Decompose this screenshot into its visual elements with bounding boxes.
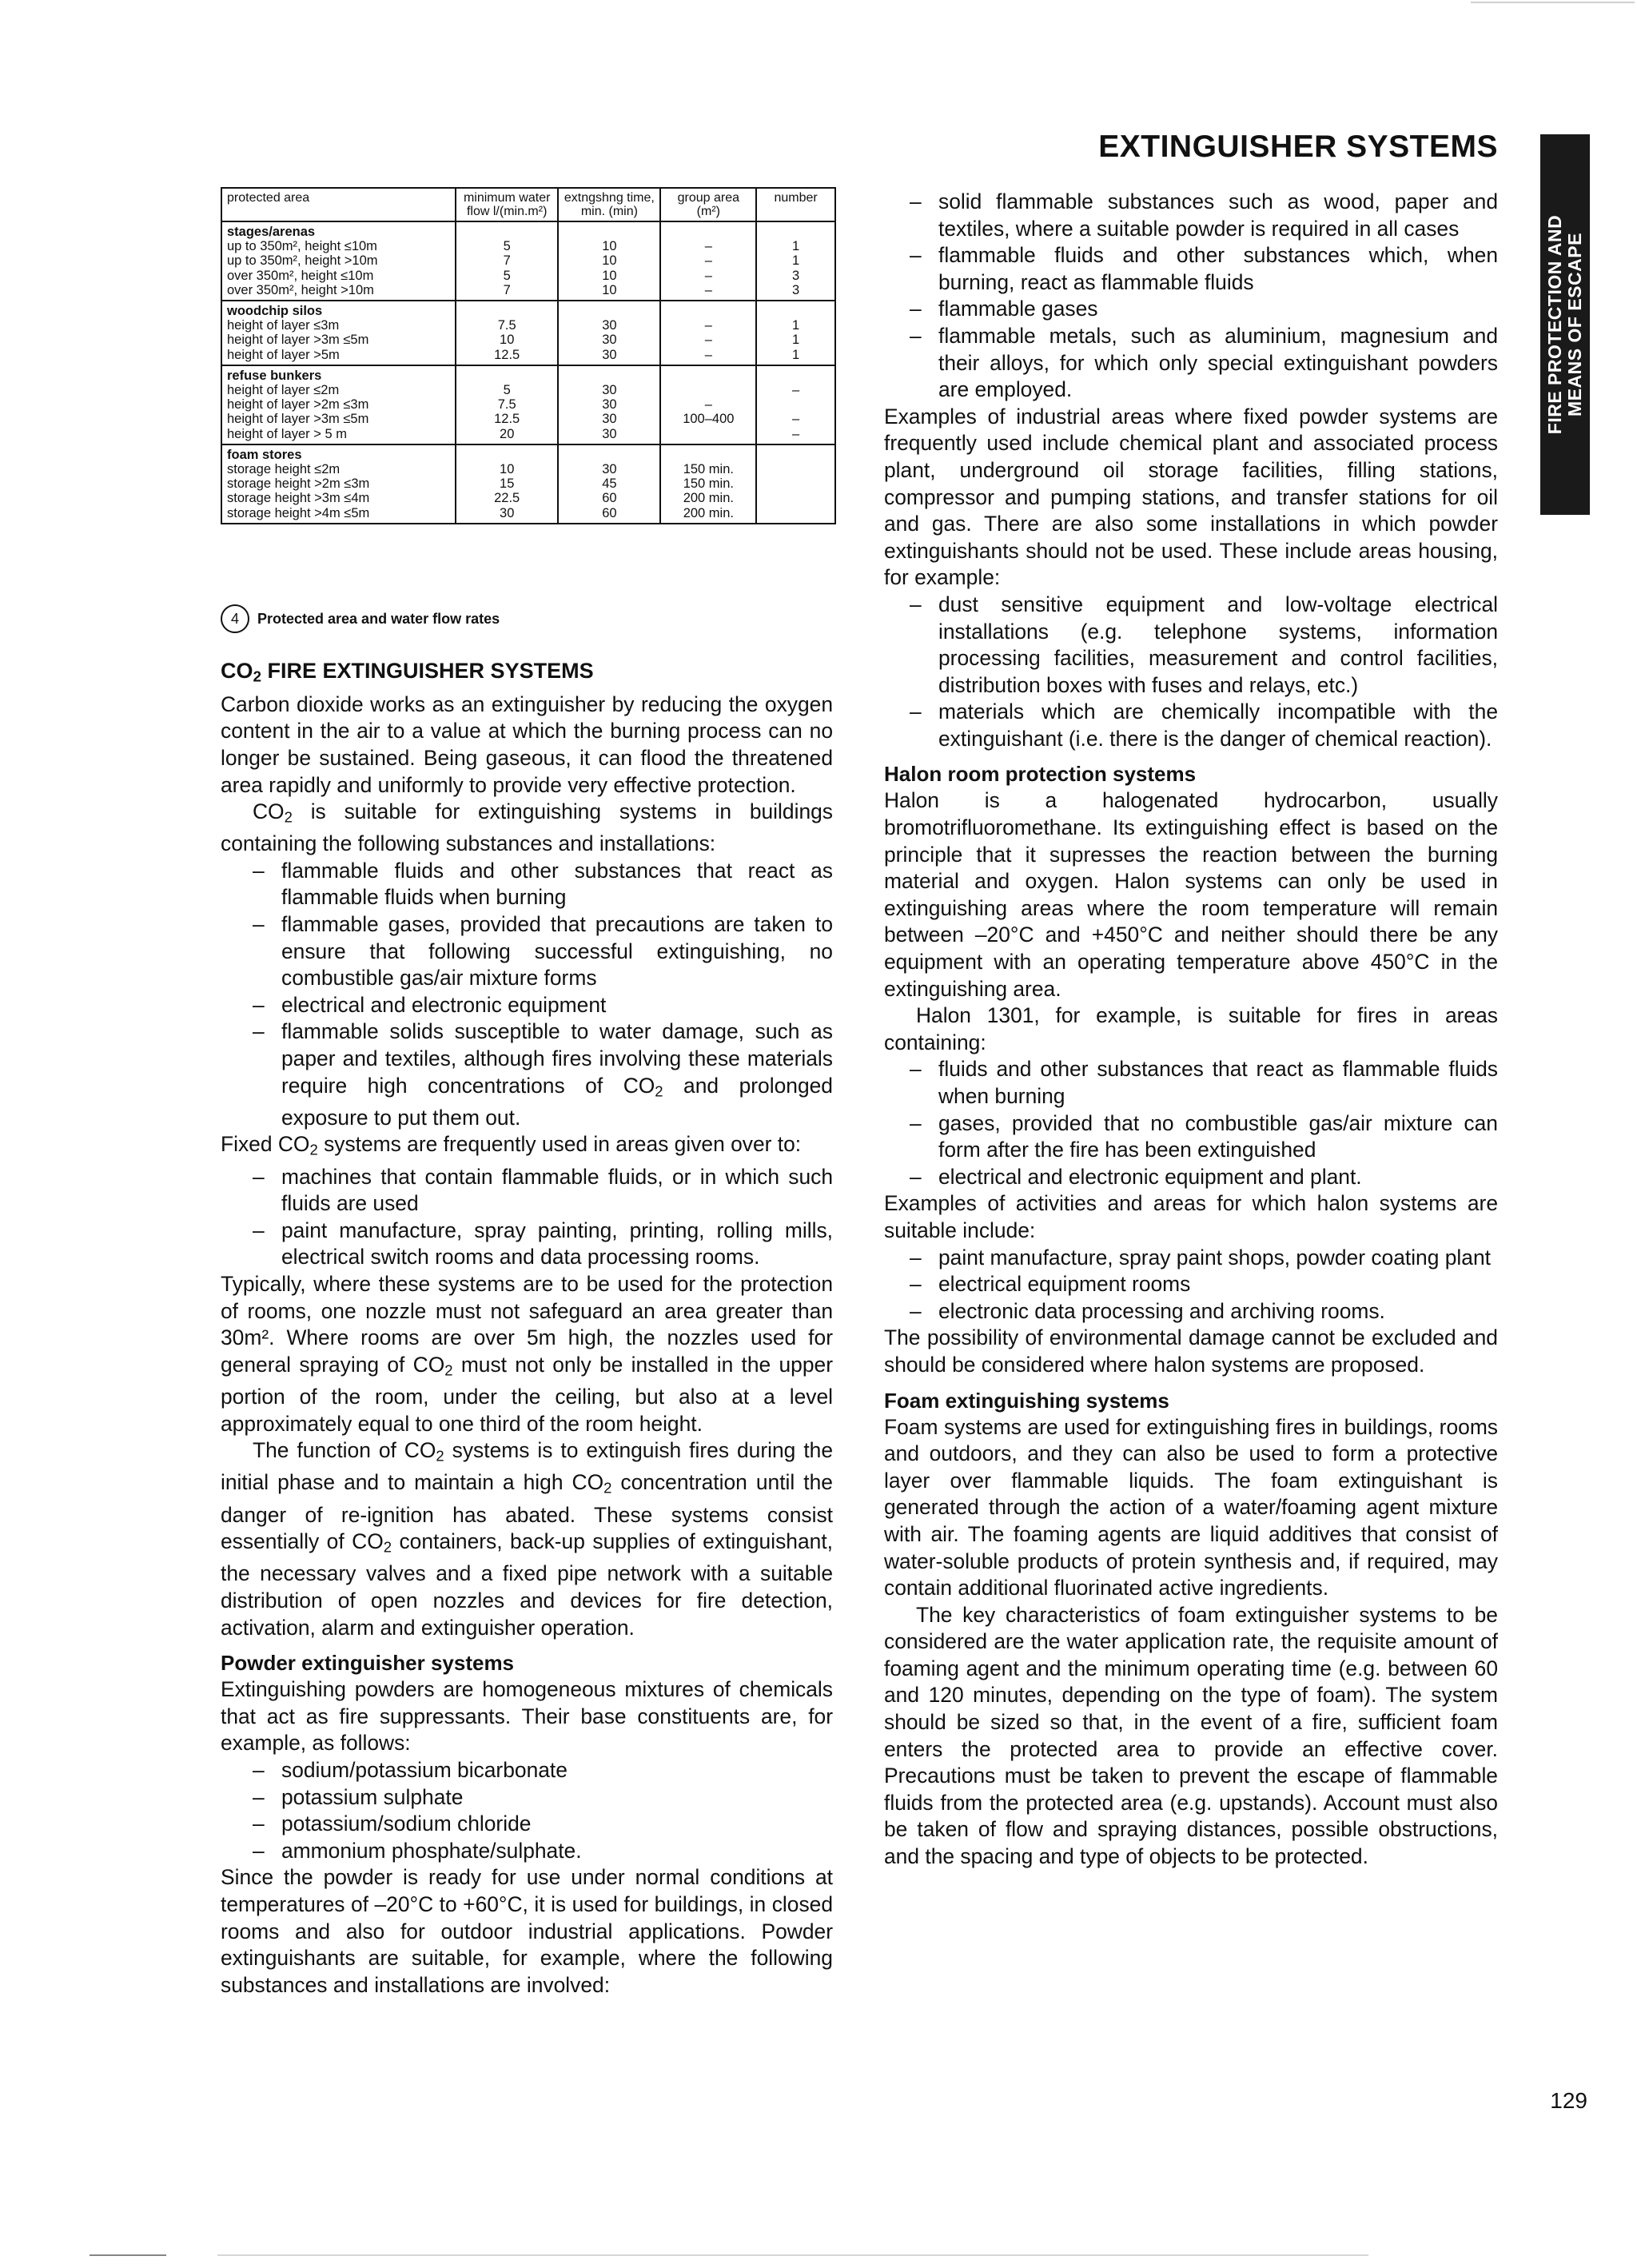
table-cell	[660, 221, 756, 301]
figure-caption	[221, 604, 500, 633]
list-item: – sodium/potassium bicarbonate	[221, 1757, 833, 1784]
table-cell	[558, 444, 660, 524]
table-cell-value: 150 min.	[683, 476, 734, 492]
column-header: number	[756, 188, 835, 221]
table-cell-value: 30	[602, 333, 617, 348]
table-cell-value: 100–400	[683, 412, 735, 427]
list-item: – paint manufacture, spray painting, printing, rolling mills, electrical switch rooms and data processing rooms.	[221, 1218, 833, 1271]
table-cell-value: height of layer ≤2m	[227, 383, 340, 398]
list-item: – ammonium phosphate/sulphate.	[221, 1838, 833, 1865]
table-cell	[558, 301, 660, 365]
table-cell-value: –	[792, 383, 800, 398]
halon-environment-paragraph: The possibility of environmental damage cannot be excluded and should be considered where halon systems are proposed.	[884, 1325, 1498, 1377]
halon-heading: Halon room protection systems	[884, 762, 1197, 787]
table-cell-value: 1	[792, 253, 800, 269]
table-cell-value: 7	[503, 253, 511, 269]
table-cell-value: 10	[602, 239, 617, 254]
fixed-co2-list	[221, 1164, 833, 1271]
co2-substances-list	[221, 858, 833, 1132]
table-cell-value: –	[792, 412, 800, 427]
table-cell-value: –	[704, 347, 712, 362]
table-cell-value: height of layer >3m ≤5m	[227, 333, 369, 348]
table-cell-value: 5	[503, 268, 511, 283]
list-item: – electrical and electronic equipment	[221, 992, 833, 1019]
halon-examples-list	[884, 1245, 1498, 1325]
table-cell-value: 7.5	[497, 318, 516, 333]
table-cell-value	[762, 397, 830, 412]
table-cell-value: 10	[602, 282, 617, 297]
table-row	[221, 301, 835, 365]
table-cell-value: 5	[503, 239, 511, 254]
powder-constituents-list	[221, 1757, 833, 1864]
table-cell	[756, 301, 835, 365]
halon-1301-paragraph: Halon 1301, for example, is suitable for fires in areas containing:	[884, 1003, 1498, 1054]
table-cell-value: 45	[602, 476, 617, 492]
table-cell-value: 200 min.	[683, 505, 734, 520]
section-side-tab	[1540, 134, 1590, 515]
table-cell-value: 30	[602, 383, 617, 398]
powder-examples-paragraph: Examples of industrial areas where fixed powder systems are frequently used include chemical plant and associated process plant, underground oil storage facilities, filling stations, compressor and pumping stations, and transfer stations for oil and gas. There are also some installations in which powder extinguishants should not be used. These include areas housing, for example:	[884, 404, 1498, 590]
list-item: – flammable solids susceptible to water damage, such as paper and textiles, although fires involving these materials require high concentrations of $CO_2$ and prolonged exposure to put them out.	[221, 1018, 833, 1131]
table-cell-value: 60	[602, 505, 617, 520]
table-cell-value: up to 350m², height ≤10m	[227, 239, 377, 254]
table-cell-value: 3	[792, 268, 800, 283]
table-cell-area	[221, 444, 456, 524]
foam-characteristics-paragraph: The key characteristics of foam extinguisher systems to be considered are the water application rate, the requisite amount of foaming agent and the minimum operating time (e.g. between 60 and 120 minutes, depending on the type of foam). The system should be sized so that, in the event of a fire, sufficient foam enters the protected area to provide an effective cover. Precautions must be taken to prevent the escape of flammable fluids from the protected area (e.g. upstands). Account must also be taken of flow and spraying distances, possible obstructions, and the spacing and type of objects to be protected.	[884, 1602, 1498, 1869]
table-cell-value: 10	[500, 462, 515, 477]
co2-heading: $CO_2$ FIRE EXTINGUISHER SYSTEMS	[221, 659, 594, 686]
powder-substances-list	[884, 189, 1498, 404]
table-cell-value: 22.5	[494, 491, 520, 506]
table-cell-value: 10	[500, 333, 515, 348]
side-tab-line-1: FIRE PROTECTION AND	[1544, 214, 1565, 435]
halon-paragraph: Halon is a halogenated hydrocarbon, usually bromotrifluoromethane. Its extinguishing effect is based on the principle that it supresses the reaction between the burning material and oxygen. Halon systems can only be used in extinguishing areas where the room temperature will remain between –20°C and +450°C and neither should there be any equipment with an operating temperature above 450°C in the extinguishing area.	[884, 788, 1498, 1001]
table-cell-value: –	[704, 397, 712, 413]
table-cell-value: storage height >3m ≤4m	[227, 491, 370, 506]
table-cell	[660, 365, 756, 444]
table-cell	[456, 301, 558, 365]
table-cell	[558, 221, 660, 301]
table-cell-value: height of layer > 5 m	[227, 426, 347, 441]
table-cell-value: –	[704, 282, 712, 297]
table-cell	[660, 301, 756, 365]
co2-function-paragraph: The function of $CO_2$ systems is to extinguish fires during the initial phase and to maintain a high $CO_2$ concentration until the danger of re-ignition has abated. These systems consist essentially of $CO_2$ containers, back-up supplies of extinguishant, the necessary valves and a fixed pipe network with a suitable distribution of open nozzles and devices for fire detection, activation, alarm and extinguisher operation.	[221, 1438, 834, 1640]
table-cell	[756, 444, 835, 524]
table-cell-value: 30	[602, 397, 617, 413]
table-cell-value: –	[704, 239, 712, 254]
table-cell	[456, 221, 558, 301]
table-group-name: woodchip silos	[227, 304, 323, 319]
halon-areas-list	[884, 1056, 1498, 1190]
table-cell-value	[666, 427, 751, 441]
table-cell-value: 10	[602, 268, 617, 283]
list-item: – machines that contain flammable fluids, or in which such fluids are used	[221, 1164, 833, 1218]
table-cell-value: storage height ≤2m	[227, 462, 341, 477]
table-cell-value	[762, 476, 830, 491]
table-cell-value: over 350m², height ≤10m	[227, 268, 374, 283]
table-cell-value: 1	[792, 239, 800, 254]
column-header: group area (m²)	[660, 188, 756, 221]
table-cell-value: 7.5	[497, 397, 516, 413]
table-header-row	[221, 188, 835, 221]
co2-paragraph: Carbon dioxide works as an extinguisher by reducing the oxygen content in the air to a value at which the burning process can no longer be sustained. Being gaseous, it can flood the threatened area rapidly and uniformly to provide very effective protection.	[221, 692, 833, 797]
table-cell-value: 30	[602, 462, 617, 477]
figure-caption-text: Protected area and water flow rates	[257, 610, 500, 627]
table-cell-area	[221, 301, 456, 365]
table-cell-value: 1	[792, 318, 800, 333]
list-item: – electrical equipment rooms	[884, 1271, 1498, 1298]
table-cell-value: 30	[602, 318, 617, 333]
table-cell-value: 30	[602, 426, 617, 441]
nozzle-paragraph: Typically, where these systems are to be used for the protection of rooms, one nozzle must not safeguard an area greater than 30m². Where rooms are over 5m high, the nozzles used for general spraying of $CO_2$ must not only be installed in the upper portion of the room, under the ceiling, but also at a level approximately equal to one third of the room height.	[221, 1272, 833, 1436]
table-row	[221, 365, 835, 444]
list-item: – dust sensitive equipment and low-voltage electrical installations (e.g. telephone systems, information processing facilities, measurement and control facilities, distribution boxes with fuses and relays, etc.)	[884, 592, 1498, 699]
table-cell-value: –	[792, 426, 800, 441]
list-item: – potassium sulphate	[221, 1784, 833, 1812]
list-item: – paint manufacture, spray paint shops, powder coating plant	[884, 1245, 1498, 1272]
table-cell-value	[762, 462, 830, 476]
list-item: – fluids and other substances that react as flammable fluids when burning	[884, 1056, 1498, 1110]
table-cell	[756, 221, 835, 301]
table-row	[221, 221, 835, 301]
table-cell-value: storage height >4m ≤5m	[227, 505, 370, 520]
table-cell-value: 30	[500, 505, 515, 520]
foam-paragraph: Foam systems are used for extinguishing fires in buildings, rooms and outdoors, and they can also be used to form a protective layer over flammable liquids. The foam extinguishant is generated through the action of a water/foaming agent mixture with air. The foaming agents are liquid additives that consist of water-soluble products of protein synthesis and, if required, may contain additional fluorinated active ingredients.	[884, 1414, 1498, 1600]
list-item: – potassium/sodium chloride	[221, 1811, 833, 1838]
table-row	[221, 444, 835, 524]
figure-number: 4	[221, 604, 249, 633]
table-cell-value: –	[704, 253, 712, 269]
table-cell-value: –	[704, 333, 712, 348]
table-cell-value: 5	[503, 383, 511, 398]
left-column	[221, 657, 833, 1999]
page-title: EXTINGUISHER SYSTEMS	[1098, 130, 1498, 164]
table-cell-value: 7	[503, 282, 511, 297]
list-item: – electronic data processing and archiving rooms.	[884, 1298, 1498, 1325]
table-cell-value: 1	[792, 347, 800, 362]
table-cell-value: 20	[500, 426, 515, 441]
powder-heading: Powder extinguisher systems	[221, 1651, 515, 1676]
list-item: – materials which are chemically incompatible with the extinguishant (i.e. there is the danger of chemical reaction).	[884, 699, 1498, 752]
table-cell-area	[221, 221, 456, 301]
list-item: – electrical and electronic equipment and plant.	[884, 1164, 1498, 1191]
table-cell-value: 1	[792, 333, 800, 348]
table-cell-value: height of layer >2m ≤3m	[227, 397, 369, 413]
table-cell-value: 200 min.	[683, 491, 734, 506]
side-tab-line-2: MEANS OF ESCAPE	[1564, 233, 1585, 417]
table-group-name: refuse bunkers	[227, 368, 322, 383]
halon-examples-paragraph: Examples of activities and areas for which halon systems are suitable include:	[884, 1191, 1498, 1242]
table-cell-value: –	[704, 318, 712, 333]
column-header: protected area	[221, 188, 456, 221]
list-item: – flammable fluids and other substances which, when burning, react as flammable fluids	[884, 242, 1498, 296]
protected-area-table	[221, 187, 836, 524]
table-cell	[660, 444, 756, 524]
page-number: 129	[1550, 2088, 1587, 2113]
list-item: – flammable fluids and other substances that react as flammable fluids when burning	[221, 858, 833, 911]
table-cell-value: 15	[500, 476, 515, 492]
column-header: extngshng time, min. (min)	[558, 188, 660, 221]
table-cell-value	[762, 491, 830, 505]
powder-avoid-list	[884, 592, 1498, 753]
table-cell-value: 60	[602, 491, 617, 506]
table-cell	[456, 365, 558, 444]
list-item: – gases, provided that no combustible gas/air mixture can form after the fire has been extinguished	[884, 1110, 1498, 1164]
powder-use-paragraph: Since the powder is ready for use under normal conditions at temperatures of –20°C to +60°C, it is used for buildings, in closed rooms and also for outdoor industrial applications. Powder extinguishants are suitable, for example, where the following substances and installations are involved:	[221, 1865, 833, 1997]
table-cell-value: 10	[602, 253, 617, 269]
table-cell-value: height of layer >5m	[227, 347, 340, 362]
table-cell-value: 30	[602, 347, 617, 362]
table-cell-value: height of layer >3m ≤5m	[227, 412, 369, 427]
list-item: – flammable gases	[884, 296, 1498, 323]
table-cell-value: 12.5	[494, 412, 520, 427]
fixed-co2-paragraph: Fixed $CO_2$ systems are frequently used in areas given over to:	[221, 1132, 802, 1159]
table-group-name: stages/arenas	[227, 225, 316, 239]
table-cell-value: up to 350m², height >10m	[227, 253, 378, 269]
foam-heading: Foam extinguishing systems	[884, 1388, 1169, 1413]
table-cell-value	[762, 506, 830, 520]
table-cell-value: 3	[792, 282, 800, 297]
table-cell-value: height of layer ≤3m	[227, 318, 340, 333]
powder-paragraph: Extinguishing powders are homogeneous mixtures of chemicals that act as fire suppressants. Their base constituents are, for example, as follows:	[221, 1677, 833, 1756]
table-cell-value: 150 min.	[683, 462, 734, 477]
top-edge-rule	[1471, 2, 1635, 3]
list-item: – solid flammable substances such as wood, paper and textiles, where a suitable powder is required in all cases	[884, 189, 1498, 242]
table-cell-area	[221, 365, 456, 444]
table-cell-value: storage height >2m ≤3m	[227, 476, 370, 492]
co2-suitable-paragraph: $CO_2$ is suitable for extinguishing systems in buildings containing the following substances and installations:	[221, 799, 833, 856]
column-header: minimum water flow l/(min.m²)	[456, 188, 558, 221]
table-cell-value: over 350m², height >10m	[227, 282, 374, 297]
table-cell-value	[666, 383, 751, 397]
right-column	[884, 189, 1498, 1871]
table-group-name: foam stores	[227, 447, 302, 462]
table-cell-value: 30	[602, 412, 617, 427]
table-cell-value: 12.5	[494, 347, 520, 362]
list-item: – flammable gases, provided that precautions are taken to ensure that following successful extinguishing, no combustible gas/air mixture forms	[221, 911, 833, 992]
table-cell	[558, 365, 660, 444]
footer-scan-line	[90, 2254, 1368, 2256]
table-cell	[756, 365, 835, 444]
table-cell	[456, 444, 558, 524]
list-item: – flammable metals, such as aluminium, magnesium and their alloys, for which only special extinguishant powders are employed.	[884, 323, 1498, 404]
table-cell-value: –	[704, 268, 712, 283]
